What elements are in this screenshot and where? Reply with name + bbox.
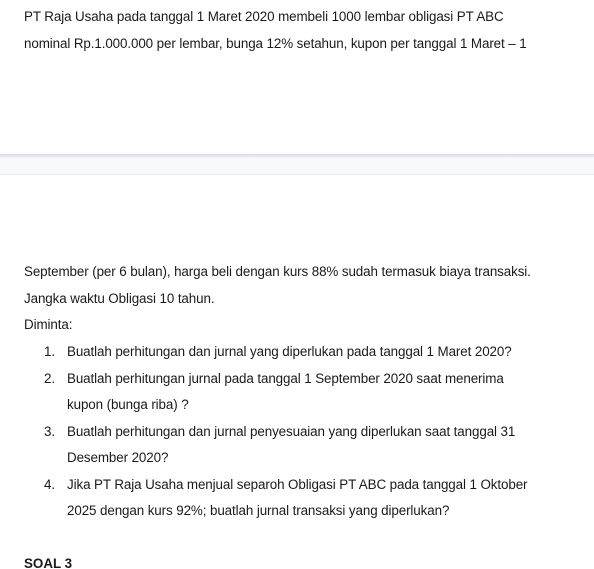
list-item-number: 1. — [44, 344, 55, 359]
list-item-number: 3. — [44, 423, 55, 439]
list-item-text: 2025 dengan kurs 92%; buatlah jurnal transaksi yang diperlukan? — [67, 503, 450, 518]
page-break-divider — [0, 154, 594, 176]
page-break-band — [0, 158, 594, 175]
list-item — [44, 419, 564, 472]
problem-continuation-paragraph — [24, 259, 584, 339]
list-item — [44, 366, 564, 419]
text-line: PT Raja Usaha pada tanggal 1 Maret 2020 membeli 1000 lembar obligasi PT ABC — [24, 9, 504, 24]
text-line: Jangka waktu Obligasi 10 tahun. — [24, 290, 215, 306]
list-item — [44, 472, 564, 525]
list-item — [44, 339, 564, 366]
list-item-text: Buatlah perhitungan jurnal pada tanggal 1 September 2020 saat menerima — [67, 370, 504, 386]
requested-label: Diminta: — [24, 317, 73, 332]
requirements-list — [44, 339, 564, 525]
section-heading: SOAL 3 — [24, 556, 73, 569]
list-item-text: Buatlah perhitungan dan jurnal yang diperlukan pada tanggal 1 Maret 2020? — [67, 344, 512, 359]
text-line: nominal Rp.1.000.000 per lembar, bunga 12% setahun, kupon per tanggal 1 Maret – 1 — [24, 35, 527, 51]
list-item-text: kupon (bunga riba) ? — [67, 397, 189, 412]
list-item-text: Desember 2020? — [67, 450, 169, 465]
problem-intro-paragraph — [24, 4, 584, 57]
text-line: September (per 6 bulan), harga beli dengan kurs 88% sudah termasuk biaya transaksi. — [24, 264, 531, 279]
list-item-number: 4. — [44, 476, 55, 492]
list-item-number: 2. — [44, 370, 55, 386]
list-item-text: Buatlah perhitungan dan jurnal penyesuaian yang diperlukan saat tanggal 31 — [67, 423, 516, 439]
list-item-text: Jika PT Raja Usaha menjual separoh Obligasi PT ABC pada tanggal 1 Oktober — [67, 476, 528, 492]
